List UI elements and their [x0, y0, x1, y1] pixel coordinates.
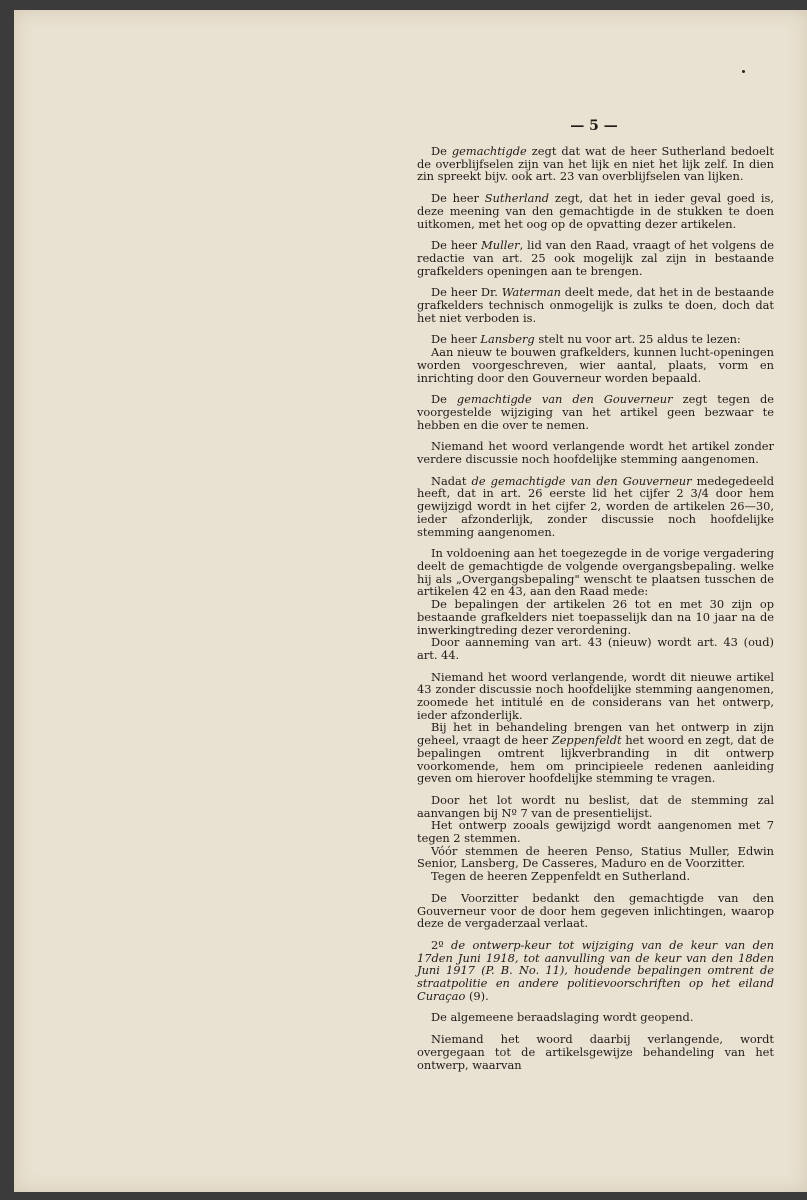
paragraph-15: Door het lot wordt nu beslist, dat de stemming zal aanvangen bij Nº 7 van de presentielijst.: [417, 792, 774, 820]
paragraph-20: 2º de ontwerp-keur tot wijziging van de keur van den 17den Juni 1918, tot aanvulling van de keur van den 18den Juni 1917 (P. B. No. 11), houdende bepalingen omtrent de straatpolitie en andere politievoorschriften op het eiland Curaçao (9).: [417, 937, 774, 1003]
paragraph-18: Tegen de heeren Zeppenfeldt en Sutherland.: [431, 869, 691, 884]
paragraph-13: Niemand het woord verlangende, wordt dit nieuwe artikel 43 zonder discussie noch hoofdelijke stemming aangenomen, zoomede het intitulé en de considerans van het ontwerp, ieder afzonderlijk.: [417, 669, 774, 722]
paragraph-6: Aan nieuw te bouwen grafkelders, kunnen lucht-openingen worden voorgeschreven, wier aantal, plaats, vorm en inrichting door den Gouverneur worden bepaald.: [417, 345, 774, 385]
page-number: — 5 —: [570, 118, 618, 134]
ink-speck: [742, 70, 745, 73]
paragraph-10: In voldoening aan het toegezegde in de vorige vergadering deelt de gemachtigde de volgende overgangsbepaling. welke hij als „Overgangsbepaling" wenscht te plaatsen tusschen de artikelen 42 en 43, aan den Raad mede:: [417, 546, 774, 599]
paragraph-19: De Voorzitter bedankt den gemachtigde van den Gouverneur voor de door hem gegeven inlichtingen, waarop deze de vergaderzaal verlaat.: [417, 890, 774, 931]
document-page: [14, 10, 807, 1192]
paragraph-17: Vóór stemmen de heeren Penso, Statius Muller, Edwin Senior, Lansberg, De Casseres, Maduro en de Voorzitter.: [417, 843, 774, 871]
paragraph-5: De heer Lansberg stelt nu voor art. 25 aldus te lezen:: [431, 332, 741, 347]
paragraph-14: Bij het in behandeling brengen van het ontwerp in zijn geheel, vraagt de heer Zeppenfeldt het woord en zegt, dat de bepalingen omtrent lijkverbranding in dit ontwerp voorkomende, hem om principieele redenen aanleiding geven om hierover hoofdelijke stemming te vragen.: [417, 720, 774, 786]
body-text: [417, 145, 774, 1080]
paragraph-2: De heer Sutherland zegt, dat het in ieder geval goed is, deze meening van den gemachtigde in de stukken te doen uitkomen, met het oog op de opvatting dezer artikelen.: [417, 191, 774, 231]
paragraph-7: De gemachtigde van den Gouverneur zegt tegen de voorgestelde wijziging van het artikel geen bezwaar te hebben en die over te nemen.: [417, 392, 774, 432]
paragraph-3: De heer Muller, lid van den Raad, vraagt of het volgens de redactie van art. 25 ook mogelijk zal zijn in bestaande grafkelders openingen aan te brengen.: [417, 238, 774, 278]
paragraph-1: De gemachtigde zegt dat wat de heer Sutherland bedoelt de overblijfselen zijn van het lijk en niet het lijk zelf. In dien zin spreekt bijv. ook art. 23 van overblijfselen van lijken.: [417, 144, 774, 184]
paragraph-9: Nadat de gemachtigde van den Gouverneur medegedeeld heeft, dat in art. 26 eerste lid het cijfer 2 3/4 door hem gewijzigd wordt in het cijfer 2, worden de artikelen 26—30, ieder afzonderlijk, zonder discussie noch hoofdelijke stemming aangenomen.: [417, 473, 774, 539]
paragraph-21: De algemeene beraadslaging wordt geopend.: [431, 1010, 694, 1025]
paragraph-8: Niemand het woord verlangende wordt het artikel zonder verdere discussie noch hoofdelijke stemming aangenomen.: [417, 439, 774, 467]
paragraph-16: Het ontwerp zooals gewijzigd wordt aangenomen met 7 tegen 2 stemmen.: [417, 818, 774, 846]
paragraph-4: De heer Dr. Waterman deelt mede, dat het in de bestaande grafkelders technisch onmogelijk is zulks te doen, doch dat het niet verboden is.: [417, 285, 774, 325]
paragraph-22: Niemand het woord daarbij verlangende, wordt overgegaan tot de artikelsgewijze behandeling van het ontwerp, waarvan: [417, 1032, 774, 1072]
paragraph-12: Door aanneming van art. 43 (nieuw) wordt art. 43 (oud) art. 44.: [417, 635, 774, 662]
paragraph-11: De bepalingen der artikelen 26 tot en met 30 zijn op bestaande grafkelders niet toepasselijk dan na 10 jaar na de inwerkingtreding dezer verordening.: [417, 597, 774, 637]
